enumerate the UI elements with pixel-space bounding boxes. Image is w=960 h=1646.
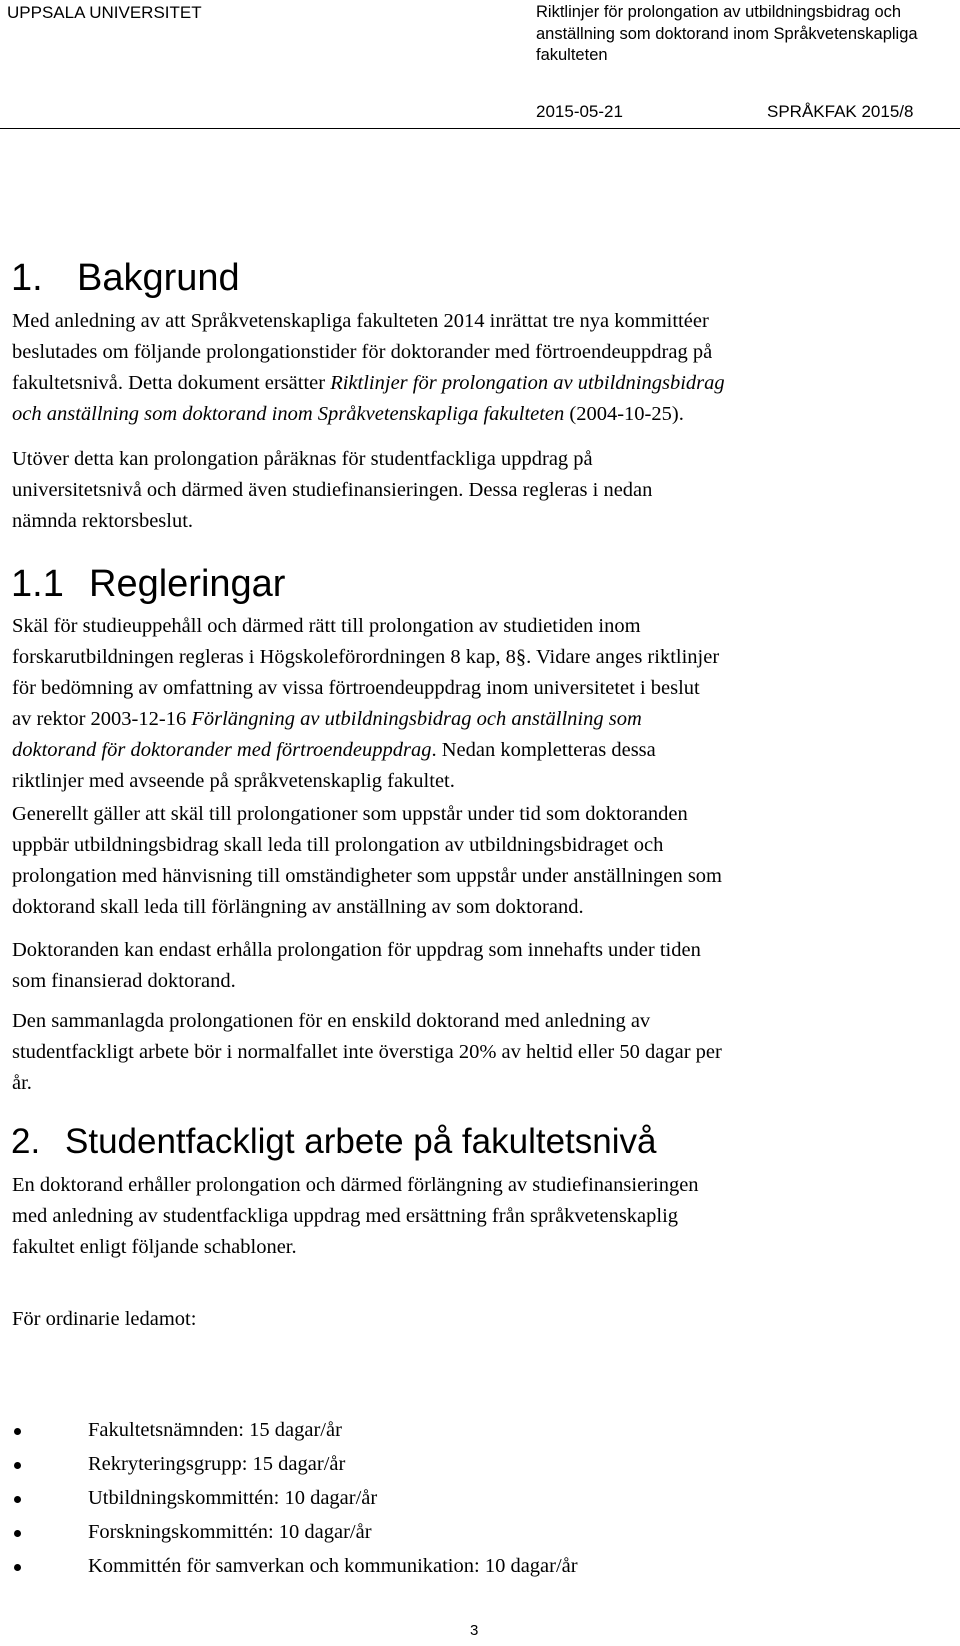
list-item [12,1551,578,1585]
section-number: 1.1 [11,563,64,605]
text-line: doktorand skall leda till förlängning av anställning av som doktorand. [12,896,584,918]
section-title: Regleringar [89,563,286,605]
section-number: 1. [11,257,43,299]
italic-reference: Förlängning av utbildningsbidrag och anställning som [191,708,642,730]
document-title [536,2,956,67]
italic-reference: doktorand för doktorander med förtroendeuppdrag [12,739,432,761]
text-line: Doktoranden kan endast erhålla prolongation för uppdrag som innehafts under tiden [12,939,701,961]
italic-reference: Riktlinjer för prolongation av utbildningsbidrag [330,372,725,394]
list-item-text: Kommittén för samverkan och kommunikation: 10 dagar/år [88,1555,578,1577]
text-line [12,735,719,766]
section-title: Bakgrund [77,257,240,299]
section-title: Studentfackligt arbete på fakultetsnivå [65,1122,657,1161]
italic-reference: och anställning som doktorand inom Språkvetenskapliga fakulteten [12,403,565,425]
text-line: universitetsnivå och därmed även studiefinansieringen. Dessa regleras i nedan [12,479,653,501]
university-name: UPPSALA UNIVERSITET [7,3,202,22]
text-line [12,368,725,399]
section-1-1-paragraph-1 [12,611,719,797]
document-reference: SPRÅKFAK 2015/8 [767,102,914,121]
text-line: studentfackligt arbete bör i normalfallet inte överstiga 20% av heltid eller 50 dagar per [12,1041,722,1063]
document-title-line: anställning som doktorand inom Språkvetenskapliga [536,24,918,43]
list-item [12,1517,578,1551]
section-number: 2. [11,1122,41,1161]
text-line: nämnda rektorsbeslut. [12,510,194,532]
text-line: Med anledning av att Språkvetenskapliga fakulteten 2014 inrättat tre nya kommittéer [12,310,709,332]
text-line: Generellt gäller att skäl till prolongationer som uppstår under tid som doktoranden [12,803,688,825]
text-line: Utöver detta kan prolongation påräknas för studentfackliga uppdrag på [12,448,593,470]
page-number: 3 [470,1622,479,1639]
text-run: av rektor 2003-12-16 [12,708,192,730]
header-divider [0,128,960,129]
section-1-heading [11,256,240,300]
list-item-text: Forskningskommittén: 10 dagar/år [88,1521,372,1543]
bullet-icon [14,1496,21,1503]
document-title-line: fakulteten [536,46,608,64]
section-1-paragraph-2 [12,444,652,537]
text-line [12,399,725,430]
text-line: uppbär utbildningsbidrag skall leda till prolongation av utbildningsbidraget och [12,834,664,856]
section-2-heading [11,1121,656,1163]
list-item [12,1415,578,1449]
section-1-1-paragraph-2 [12,799,722,923]
text-line [12,704,719,735]
text-line: som finansierad doktorand. [12,970,236,992]
list-intro [12,1304,196,1335]
text-line: prolongation med hänvisning till omständigheter som uppstår under anställningen som [12,865,722,887]
text-line: fakultet enligt följande schabloner. [12,1236,297,1258]
list-item-text: Utbildningskommittén: 10 dagar/år [88,1487,378,1509]
list-item-text: Rekryteringsgrupp: 15 dagar/år [88,1453,346,1475]
text-line: Skäl för studieuppehåll och därmed rätt till prolongation av studietiden inom [12,615,641,637]
list-item-text: Fakultetsnämnden: 15 dagar/år [88,1419,342,1441]
section-1-1-paragraph-3 [12,935,701,997]
section-1-paragraph-1 [12,306,725,430]
document-date: 2015-05-21 [536,102,623,121]
page-header [0,0,960,100]
text-line: riktlinjer med avseende på språkvetenskaplig fakultet. [12,770,455,792]
bullet-icon [14,1530,21,1537]
text-line: För ordinarie ledamot: [12,1308,197,1330]
list-item [12,1483,578,1517]
list-item [12,1449,578,1483]
bullet-icon [14,1428,21,1435]
text-line: med anledning av studentfackliga uppdrag med ersättning från språkvetenskaplig [12,1205,679,1227]
section-1-1-paragraph-4 [12,1006,722,1099]
text-line: forskarutbildningen regleras i Högskoleförordningen 8 kap, 8§. Vidare anges riktlinjer [12,646,720,668]
committee-list [12,1415,578,1585]
text-run: . Nedan kompletteras dessa [431,739,656,761]
text-line: för bedömning av omfattning av vissa förtroendeuppdrag inom universitetet i beslut [12,677,700,699]
bullet-icon [14,1564,21,1571]
text-line: beslutades om följande prolongationstider för doktorander med förtroendeuppdrag på [12,341,713,363]
text-line: En doktorand erhåller prolongation och därmed förlängning av studiefinansieringen [12,1174,699,1196]
text-line: år. [12,1072,32,1094]
document-title-line: Riktlinjer för prolongation av utbildningsbidrag och [536,3,902,21]
text-run: fakultetsnivå. Detta dokument ersätter [12,372,331,394]
text-run: (2004-10-25). [564,403,684,425]
bullet-icon [14,1462,21,1469]
section-1-1-heading [11,562,285,606]
text-line: Den sammanlagda prolongationen för en enskild doktorand med anledning av [12,1010,651,1032]
section-2-paragraph-1 [12,1170,699,1263]
